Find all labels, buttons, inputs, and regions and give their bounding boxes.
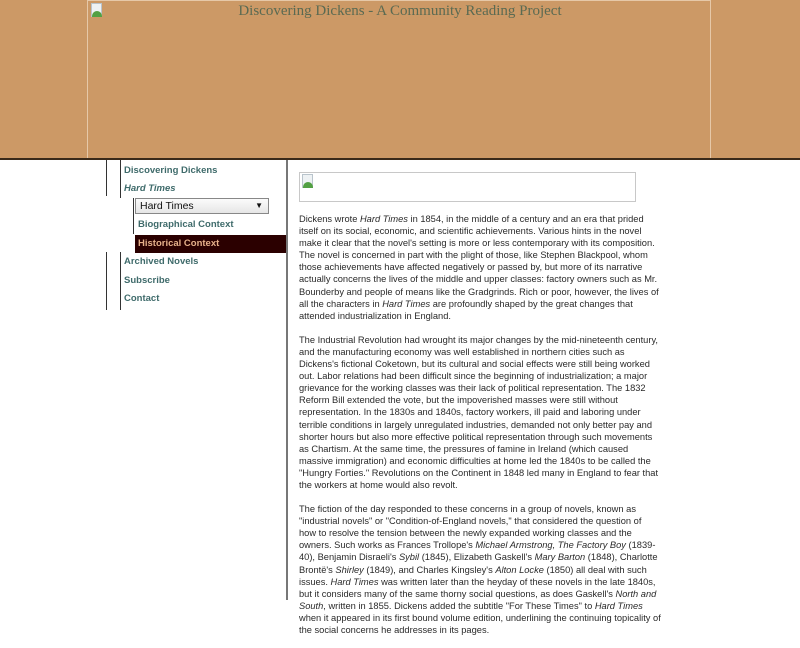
text-run: Dickens wrote — [299, 214, 360, 224]
italic-title: Sybil — [398, 552, 420, 563]
text-run: (1845), Elizabeth Gaskell's — [419, 552, 535, 563]
nav-discovering-dickens[interactable]: Discovering Dickens — [124, 165, 218, 176]
column-divider — [286, 160, 288, 600]
nav-border — [120, 252, 121, 310]
broken-image-icon — [301, 174, 315, 190]
italic-title: Hard Times — [382, 298, 431, 309]
italic-title: Mary Barton — [534, 552, 586, 563]
nav-historical-context[interactable]: Historical Context — [135, 235, 286, 253]
text-run: (1839-40), Benjamin Disraeli's — [299, 540, 656, 563]
paragraph — [299, 334, 661, 491]
text-run: was written later than the heyday of these novels in the late 1840s, but it considers many of the same thorny social questions, as does Gaskell's — [299, 576, 656, 599]
paragraph — [299, 213, 661, 322]
text-run: , written in 1855. Dickens added the subtitle "For These Times" to — [323, 600, 595, 611]
article-body — [299, 213, 661, 648]
nav-border — [106, 160, 107, 196]
paragraph — [299, 503, 661, 636]
italic-title: Michael Armstrong, The Factory Boy — [475, 540, 626, 551]
site-header — [0, 0, 800, 160]
italic-title: Hard Times — [359, 214, 408, 224]
novel-select-value: Hard Times — [140, 200, 194, 212]
italic-title: Hard Times — [330, 576, 379, 587]
nav-border — [120, 160, 121, 198]
text-run: (1848), Charlotte Brontë's — [299, 552, 658, 575]
nav-archived-novels[interactable]: Archived Novels — [124, 256, 199, 267]
italic-title: Shirley — [335, 564, 364, 575]
site-title: Discovering Dickens - A Community Reading Project — [238, 3, 562, 19]
nav-border — [106, 252, 107, 310]
nav-hard-times[interactable]: Hard Times — [124, 183, 176, 194]
italic-title: Alton Locke — [495, 564, 544, 575]
text-run: in 1854, in the middle of a century and an era that prided itself on its social, economic, and scientific achievements. Various hints in the novel make it clear that the novel's setting is more or less contemporary with its composition. The novel is concerned in part with the plight of those, like Stephen Blackpool, whom those achievements have affected negatively or passed by, but more of its narrative actually concerns the lives of the middle and upper classes: factory owners such as Mr. Bounderby and people of means like the Gradgrinds. Rich or poor, however, the lives of all the characters in — [299, 214, 659, 309]
text-run: are profoundly shaped by the great changes that attended industrialization in England. — [299, 298, 633, 321]
content-banner-image — [299, 172, 636, 202]
nav-border — [133, 198, 134, 234]
italic-title: Hard Times — [594, 600, 643, 611]
nav-contact[interactable]: Contact — [124, 293, 160, 304]
nav-biographical-context[interactable]: Biographical Context — [138, 219, 234, 230]
header-banner — [87, 0, 711, 158]
text-run: (1850) all deal with such issues. — [299, 564, 647, 587]
novel-select[interactable] — [135, 198, 269, 214]
italic-title: North and South — [299, 588, 657, 611]
text-run: The Industrial Revolution had wrought its major changes by the mid-nineteenth century, and the manufacturing economy was well established in northern cities such as Dickens's fictional Coketown, but its cultural and social effects were still being worked out. Labor relations had been difficult since the beginning of industrialization; a major grievance for the working classes was their lack of political representation. The 1832 Reform Bill extended the vote, but the impoverished masses were still without representation. In the 1830s and 1840s, factory workers, ill paid and laboring under terrible conditions in largely unregulated industries, demanded not only better pay and shorter hours but also more effective political representation through such movements as Chartism. At the same time, the pressures of famine in Ireland (which caused massive immigration) and economic difficulties at home led the 1840s to be called the "Hungry Forties." Revolutions on the Continent in 1848 led many in England to fear that the workers at home would also revolt. — [299, 334, 659, 490]
nav-subscribe[interactable]: Subscribe — [124, 275, 170, 286]
triangle-down-icon: ▼ — [255, 201, 263, 210]
text-run: (1849), and Charles Kingsley's — [363, 564, 496, 575]
text-run: when it appeared in its first bound volume edition, underlining the continuing topicality of the social concerns he addresses in its pages. — [299, 612, 661, 635]
text-run: The fiction of the day responded to these concerns in a group of novels, known as "industrial novels" or "Condition-of-England novels," that considered the question of how to resolve the tension between the newly expanded working classes and the owners. Such works as Frances Trollope's — [299, 504, 642, 551]
